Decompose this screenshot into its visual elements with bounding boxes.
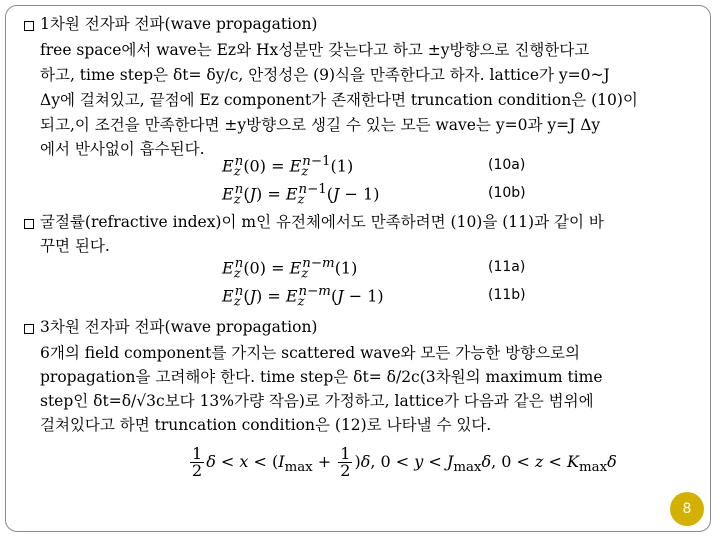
page-number-badge: 8 — [670, 492, 704, 526]
equation-label: (10b) — [488, 185, 526, 201]
equation-12-range: $\frac{1}{2}$ $\delta < x < (I_{max}$ + $\frac{1}{2}$ )δ, $0 < y < J_{max}\delta$, $0 < z < K_{max}\delta$ — [192, 444, 617, 480]
equation-11b: $E_z^n(J) = E_z^{n-m}(J - 1)$ — [222, 284, 384, 310]
section3-line: 6개의 field component를 가지는 scattered wave와 모든 가능한 방향으로의 — [40, 344, 580, 362]
section3-title: 3차원 전자파 전파(wave propagation) — [40, 318, 318, 336]
bullet-icon — [24, 219, 34, 229]
equation-11a: $E_z^n(0) = E_z^{n-m}(1)$ — [222, 256, 358, 282]
section1-title: 1차원 전자파 전파(wave propagation) — [40, 15, 318, 33]
equation-label: (10a) — [488, 157, 526, 173]
section1-line: free space에서 wave는 Ez와 Hx성분만 갖는다고 하고 ±y방향으로 진행한다고 — [40, 41, 590, 59]
section1-line: 되고,이 조건을 만족한다면 ±y방향으로 생길 수 있는 모든 wave는 y=0과 y=J Δy — [40, 116, 601, 134]
section3-line: propagation을 고려해야 한다. time step은 δt= δ/2c(3차원의 maximum time — [40, 368, 603, 386]
section3-line: step인 δt=δ/√3c보다 13%가량 작음)로 가정하고, lattice가 다음과 같은 범위에 — [40, 392, 594, 410]
equation-label: (11a) — [488, 259, 526, 275]
equation-label: (11b) — [488, 287, 526, 303]
section2-line: 굴절률(refractive index)이 m인 유전체에서도 만족하려면 (10)을 (11)과 같이 바 — [40, 213, 604, 231]
equation-10a: $E_z^n(0) = E_z^{n-1}(1)$ — [222, 154, 354, 180]
bullet-icon — [24, 324, 34, 334]
section1-line: Δy에 걸쳐있고, 끝점에 Ez component가 존재한다면 truncation condition은 (10)이 — [40, 91, 638, 109]
equation-10b: $E_z^n(J) = E_z^{n-1}(J - 1)$ — [222, 182, 380, 208]
section1-line: 에서 반사없이 흡수된다. — [40, 140, 205, 158]
section2-line: 꾸면 된다. — [40, 237, 110, 255]
bullet-icon — [24, 21, 34, 31]
section1-line: 하고, time step은 δt= δy/c, 안정성은 (9)식을 만족한다고 하자. lattice가 y=0~J — [40, 66, 610, 84]
section3-line: 걸쳐있다고 하면 truncation condition은 (12)로 나타낼 수 있다. — [40, 416, 492, 434]
